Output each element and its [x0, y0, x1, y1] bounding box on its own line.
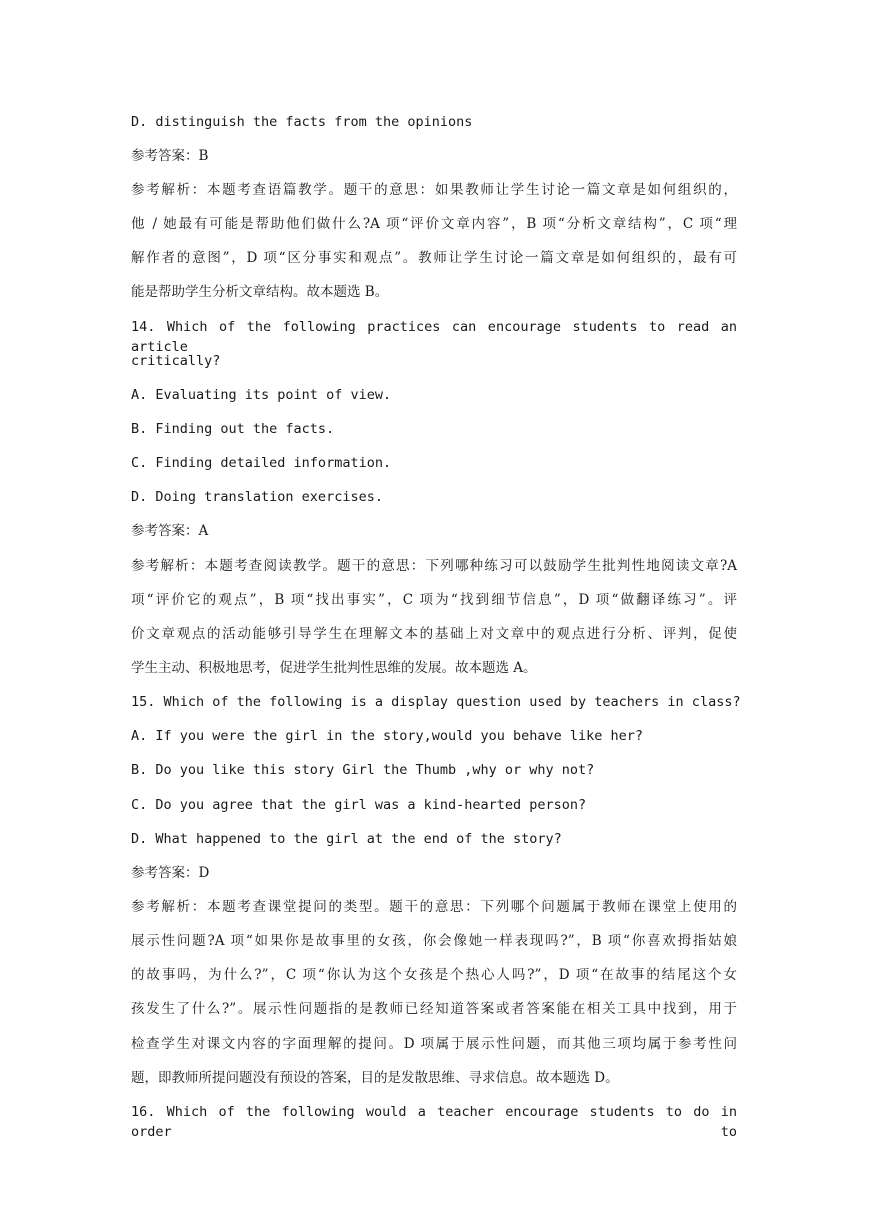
explanation-q15-line2: 展示性问题?A 项“如果你是故事里的女孩，你会像她一样表现吗?”，B 项“你喜欢拇指姑娘: [131, 933, 737, 949]
explanation-q14-line4: 学生主动、积极地思考，促进学生批判性思维的发展。故本题选 A。: [131, 660, 537, 676]
explanation-q14-line3: 价文章观点的活动能够引导学生在理解文本的基础上对文章中的观点进行分析、评判，促使: [131, 626, 737, 642]
option-c-q14: C. Finding detailed information.: [131, 455, 392, 471]
explanation-q13-line3: 解作者的意图”，D 项“区分事实和观点”。教师让学生讨论一篇文章是如何组织的，最有可: [131, 250, 737, 266]
answer-q14: 参考答案：A: [131, 523, 209, 539]
question-16-line1: 16. Which of the following would a teacher encourage students to do in order to: [131, 1104, 737, 1140]
answer-q15: 参考答案：D: [131, 865, 210, 881]
explanation-q13-line4: 能是帮助学生分析文章结构。故本题选 B。: [131, 284, 389, 300]
explanation-q15-line4: 孩发生了什么?”。展示性问题指的是教师已经知道答案或者答案能在相关工具中找到，用于: [131, 1001, 737, 1017]
explanation-q14-line2: 项“评价它的观点”，B 项“找出事实”，C 项为“找到细节信息”，D 项“做翻译练习”。评: [131, 592, 737, 608]
option-b-q14: B. Finding out the facts.: [131, 421, 335, 437]
option-b-q15: B. Do you like this story Girl the Thumb ,why or why not?: [131, 762, 595, 778]
explanation-q13-line2: 他 / 她最有可能是帮助他们做什么?A 项“评价文章内容”，B 项“分析文章结构”，C 项“理: [131, 216, 737, 232]
option-a-q15: A. If you were the girl in the story,would you behave like her?: [131, 728, 644, 744]
question-15: 15. Which of the following is a display question used by teachers in class?: [131, 694, 741, 710]
explanation-q13-line1: 参考解析：本题考查语篇教学。题干的意思：如果教师让学生讨论一篇文章是如何组织的，: [131, 182, 737, 198]
option-d-q15: D. What happened to the girl at the end of the story?: [131, 831, 562, 847]
option-c-q15: C. Do you agree that the girl was a kind-hearted person?: [131, 797, 587, 813]
question-14-line2: critically?: [131, 353, 221, 369]
explanation-q15-line1: 参考解析：本题考查课堂提问的类型。题干的意思：下列哪个问题属于教师在课堂上使用的: [131, 899, 737, 915]
option-d-q13: D. distinguish the facts from the opinions: [131, 114, 473, 130]
explanation-q15-line3: 的故事吗，为什么?”，C 项“你认为这个女孩是个热心人吗?”，D 项“在故事的结尾这个女: [131, 967, 737, 983]
question-14-line1: 14. Which of the following practices can encourage students to read an article: [131, 319, 737, 355]
answer-q13: 参考答案：B: [131, 148, 209, 164]
explanation-q15-line6: 题，即教师所提问题没有预设的答案，目的是发散思维、寻求信息。故本题选 D。: [131, 1070, 619, 1086]
option-a-q14: A. Evaluating its point of view.: [131, 387, 392, 403]
explanation-q15-line5: 检查学生对课文内容的字面理解的提问。D 项属于展示性问题，而其他三项均属于参考性问: [131, 1036, 737, 1052]
option-d-q14: D. Doing translation exercises.: [131, 489, 383, 505]
explanation-q14-line1: 参考解析：本题考查阅读教学。题干的意思：下列哪种练习可以鼓励学生批判性地阅读文章?A: [131, 558, 737, 574]
